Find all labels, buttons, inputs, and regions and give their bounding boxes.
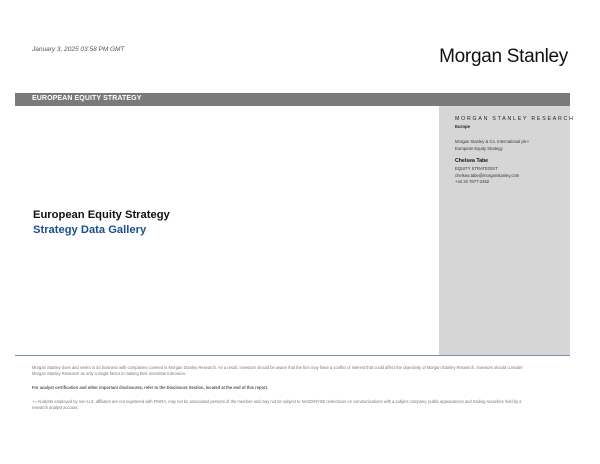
disclaimer-conflict: Morgan Stanley does and seeks to do business with companies covered in Morgan Stanley Research. As a result, investors should be aware that the firm may have a conflict of interest that could affect the objectivity of Morgan Stanley Research. Investors should consider Morgan Stanley Research as only a single factor in making their investment decision.	[32, 365, 523, 377]
disclaimer-analysts: += Analysts employed by non-U.S. affiliates are not registered with FINRA, may not be associated persons of the member and may not be subject to NASD/NYSE restrictions on communications with a subject company, public appearances and trading securities held by a research analyst account.	[32, 399, 522, 411]
entity-block	[455, 138, 529, 152]
section-banner	[15, 93, 570, 106]
banner-label: EUROPEAN EQUITY STRATEGY	[32, 95, 142, 102]
research-label: MORGAN STANLEY RESEARCH	[455, 116, 575, 122]
report-timestamp: January 3, 2025 03:58 PM GMT	[32, 46, 125, 53]
entity-name: Morgan Stanley & Co. International plc+	[455, 139, 530, 144]
divider	[15, 355, 570, 356]
region-label: Europe	[455, 124, 471, 129]
analyst-sidebar	[439, 106, 575, 355]
analyst-email[interactable]: chelsea.tabe@morganstanley.com	[455, 172, 520, 178]
entity-team: European Equity Strategy	[455, 146, 503, 151]
report-title: European Equity Strategy	[33, 209, 170, 221]
morgan-stanley-logo: Morgan Stanley	[439, 46, 568, 67]
disclaimer-certification: For analyst certification and other important disclosures, refer to the Disclosure Section, located at the end of this report.	[32, 385, 269, 390]
report-subtitle: Strategy Data Gallery	[33, 224, 147, 236]
analyst-name: Chelsea Tabe	[455, 158, 489, 164]
analyst-title: EQUITY STRATEGIST	[455, 166, 498, 171]
analyst-contact	[455, 166, 519, 186]
analyst-phone: +44 20 7677-2452	[455, 179, 490, 184]
